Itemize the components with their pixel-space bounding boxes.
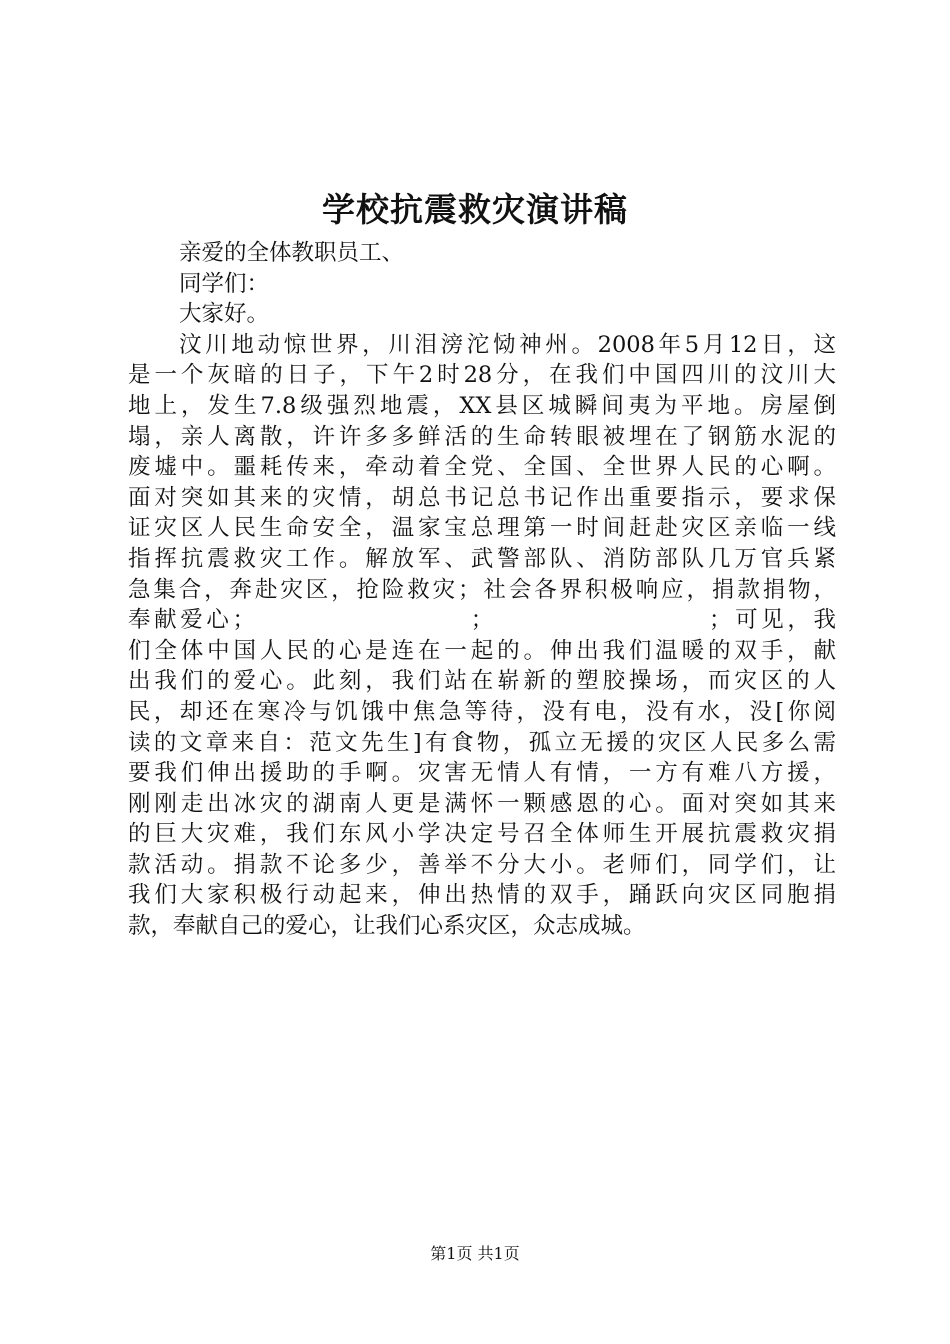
paragraph-line: 急集合，奔赴灾区，抢险救灾；社会各界积极响应，捐款捐物， (128, 576, 836, 603)
paragraph-line: 刚刚走出冰灾的湖南人更是满怀一颗感恩的心。面对突如其来 (128, 790, 836, 817)
paragraph-line: 要我们伸出援助的手啊。灾害无情人有情，一方有难八方援， (128, 760, 836, 787)
document-body (128, 238, 836, 942)
paragraph-line: 我们大家积极行动起来，伸出热情的双手，踊跃向灾区同胞捐 (128, 882, 836, 909)
paragraph-line: 民，却还在寒冷与饥饿中焦急等待，没有电，没有水，没[你阅 (128, 698, 836, 725)
paragraph-line: 款，奉献自己的爱心，让我们心系灾区，众志成城。 (128, 913, 646, 940)
page-number-footer: 第1页 共1页 (430, 1244, 520, 1263)
greeting-line: 大家好。 (179, 301, 270, 328)
salutation-line: 亲爱的全体教职员工、 (179, 240, 405, 266)
paragraph-line: 地上，发生7.8级强烈地震，XX县区城瞬间夷为平地。房屋倒 (128, 392, 836, 419)
paragraph-line: 的巨大灾难，我们东风小学决定号召全体师生开展抗震救灾捐 (128, 821, 836, 848)
paragraph-line: 废墟中。噩耗传来，牵动着全党、全国、全世界人民的心啊。 (128, 454, 836, 481)
paragraph-line: 出我们的爱心。此刻，我们站在崭新的塑胶操场，而灾区的人 (128, 668, 836, 695)
paragraph-line: 读的文章来自：范文先生]有食物，孤立无援的灾区人民多么需 (128, 729, 836, 756)
document-title: 学校抗震救灾演讲稿 (322, 190, 628, 229)
paragraph-line: 款活动。捐款不论多少，善举不分大小。老师们，同学们，让 (128, 851, 836, 878)
paragraph-line: 奉献爱心； ； ；可见，我 (128, 607, 836, 634)
paragraph-line: 指挥抗震救灾工作。解放军、武警部队、消防部队几万官兵紧 (128, 545, 836, 572)
paragraph-line: 们全体中国人民的心是连在一起的。伸出我们温暖的双手，献 (128, 637, 836, 664)
paragraph-line: 面对突如其来的灾情，胡总书记总书记作出重要指示，要求保 (128, 484, 836, 511)
paragraph-line: 证灾区人民生命安全，温家宝总理第一时间赶赴灾区亲临一线 (128, 515, 836, 542)
paragraph-line: 是一个灰暗的日子，下午2时28分，在我们中国四川的汶川大 (128, 362, 836, 389)
paragraph-line: 汶川地动惊世界，川泪滂沱恸神州。2008年5月12日，这 (179, 331, 836, 358)
salutation-line: 同学们： (179, 270, 270, 297)
paragraph-line: 塌，亲人离散，许许多多鲜活的生命转眼被埋在了钢筋水泥的 (128, 423, 836, 450)
